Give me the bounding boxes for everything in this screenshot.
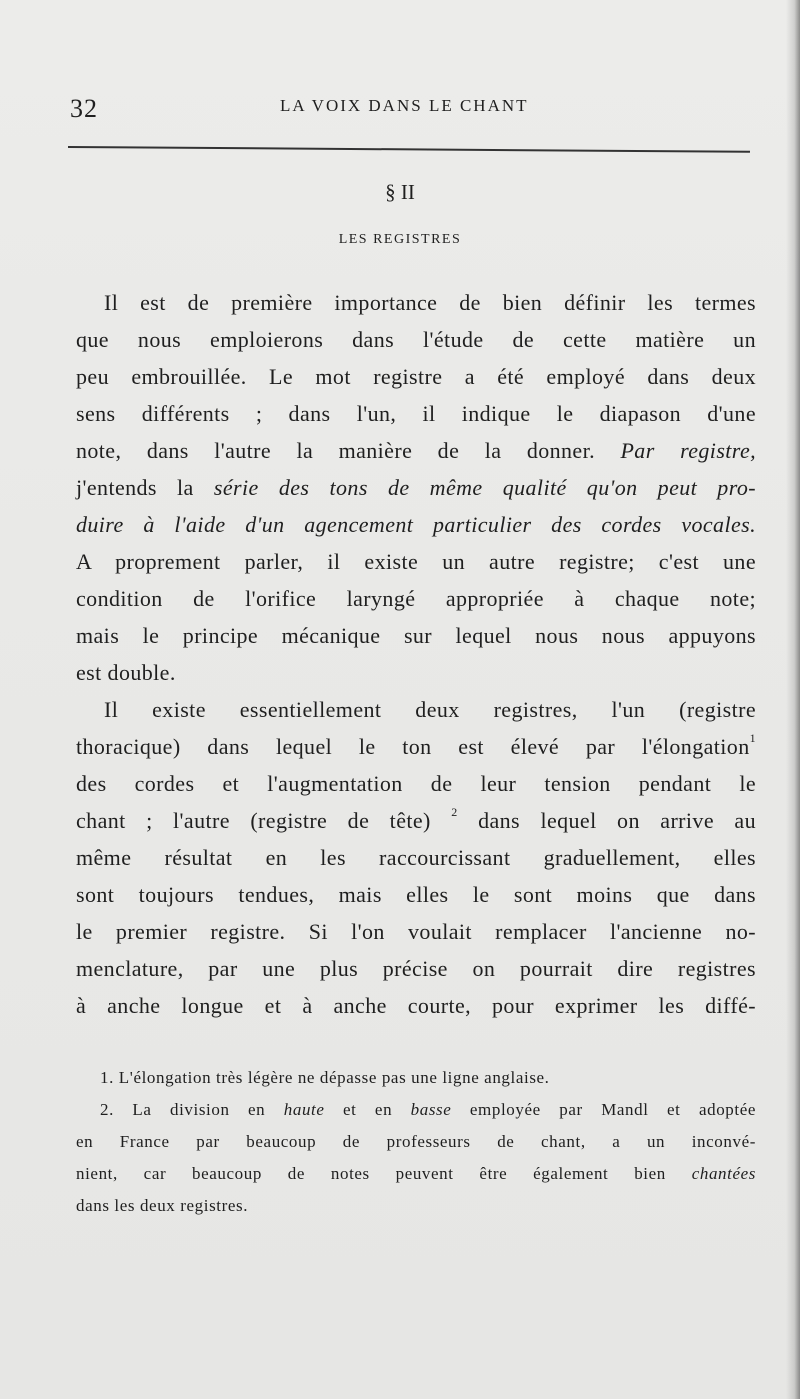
text-line: même résultat en les raccourcissant graduellement, elles: [76, 845, 756, 870]
text-line: Il est de première importance de bien définir les termes: [104, 290, 756, 315]
text-segment: chant ; l'autre (registre de tête): [76, 808, 431, 833]
footnotes: [76, 1062, 756, 1222]
footnote-2-line: dans les deux registres.: [76, 1196, 249, 1215]
italic-segment: duire à l'aide d'un agencement particulier des cordes vocales.: [76, 512, 756, 537]
text-line: est double.: [76, 660, 176, 685]
text-segment: j'entends la: [76, 475, 194, 500]
footnote-2-line: [76, 1094, 756, 1126]
text-line: que nous emploierons dans l'étude de cette matière un: [76, 327, 756, 352]
italic-segment: Par registre,: [620, 438, 757, 463]
section-number: § II: [385, 180, 415, 204]
text-line: [76, 469, 756, 506]
italic-segment: série des tons de même qualité qu'on peut pro-: [213, 475, 756, 500]
text-segment: nient, car beaucoup de notes peuvent être également bien: [76, 1164, 666, 1183]
text-segment: employée par Mandl et adoptée: [469, 1100, 757, 1119]
text-line: Il existe essentiellement deux registres, l'un (registre: [104, 697, 756, 722]
page-header: [0, 88, 800, 128]
italic-segment: chantées: [691, 1164, 756, 1183]
running-title: LA VOIX DANS LE CHANT: [280, 96, 529, 115]
text-line: sens différents ; dans l'un, il indique le diapason d'une: [76, 401, 756, 426]
text-line: [76, 802, 756, 839]
footnote-ref: 2: [451, 805, 458, 819]
text-line: à anche longue et à anche courte, pour exprimer les diffé-: [76, 993, 756, 1018]
text-line: condition de l'orifice laryngé appropriée à chaque note;: [76, 586, 756, 611]
footnote-ref: 1: [749, 731, 756, 745]
body-text: [76, 284, 756, 1024]
header-rule: [68, 146, 750, 153]
footnote-2-line: [76, 1158, 756, 1190]
text-line: menclature, par une plus précise on pourrait dire registres: [76, 956, 756, 981]
text-line: sont toujours tendues, mais elles le sont moins que dans: [76, 882, 756, 907]
text-line: mais le principe mécanique sur lequel nous nous appuyons: [76, 623, 756, 648]
italic-segment: haute: [283, 1100, 325, 1119]
text-line: [76, 506, 756, 543]
text-segment: et en: [343, 1100, 393, 1119]
text-segment: note, dans l'autre la manière de la donner.: [76, 438, 595, 463]
text-line: peu embrouillée. Le mot registre a été employé dans deux: [76, 364, 756, 389]
section-title: LES REGISTRES: [338, 232, 462, 247]
text-line: [76, 432, 756, 469]
page-edge-shadow: [786, 0, 800, 1399]
text-segment: dans lequel on arrive au: [478, 808, 756, 833]
text-line: le premier registre. Si l'on voulait remplacer l'ancienne no-: [76, 919, 756, 944]
text-segment: 2. La division en: [100, 1100, 266, 1119]
text-segment: thoracique) dans lequel le ton est élevé par l'élongation: [76, 734, 750, 759]
footnote-2-line: en France par beaucoup de professeurs de chant, a un inconvé-: [76, 1132, 756, 1151]
italic-segment: basse: [410, 1100, 452, 1119]
text-line: [76, 728, 756, 765]
footnote-1: 1. L'élongation très légère ne dépasse pas une ligne anglaise.: [100, 1068, 550, 1087]
page-number: 32: [70, 94, 98, 123]
text-line: des cordes et l'augmentation de leur tension pendant le: [76, 771, 756, 796]
text-line: A proprement parler, il existe un autre registre; c'est une: [76, 549, 756, 574]
